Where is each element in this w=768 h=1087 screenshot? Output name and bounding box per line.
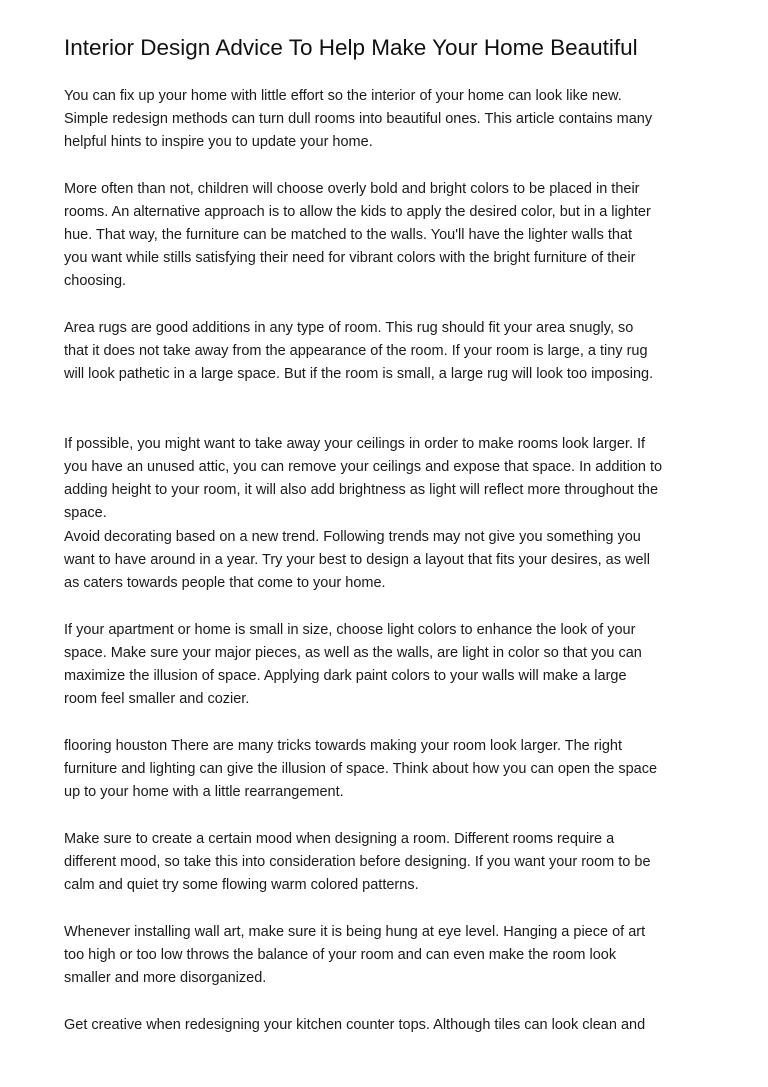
paragraph: [64, 1014, 645, 1037]
paragraph-line: Area rugs are good additions in any type of room. This rug should fit your area snugly, so: [64, 320, 634, 336]
paragraph-line: More often than not, children will choose overly bold and bright colors to be placed in their: [64, 181, 640, 197]
paragraph-line: too high or too low throws the balance of your room and can even make the room look: [64, 947, 617, 963]
paragraph-line: Make sure to create a certain mood when designing a room. Different rooms require a: [64, 831, 615, 847]
paragraph-line: calm and quiet try some flowing warm colored patterns.: [64, 877, 419, 893]
paragraph: [64, 735, 657, 804]
paragraph-line: adding height to your room, it will also add brightness as light will reflect more throughout the: [64, 482, 659, 498]
paragraph-line: If possible, you might want to take away your ceilings in order to make rooms look larger. If: [64, 436, 646, 452]
paragraph-line: maximize the illusion of space. Applying dark paint colors to your walls will make a large: [64, 668, 627, 684]
paragraph-line: helpful hints to inspire you to update your home.: [64, 134, 373, 150]
paragraph-line: furniture and lighting can give the illusion of space. Think about how you can open the space: [64, 761, 658, 777]
paragraph-line: If your apartment or home is small in size, choose light colors to enhance the look of your: [64, 622, 636, 638]
paragraph-line: as caters towards people that come to your home.: [64, 575, 386, 591]
paragraph-line: that it does not take away from the appearance of the room. If your room is large, a tiny rug: [64, 343, 648, 359]
paragraph: [64, 317, 653, 386]
paragraph: [64, 828, 651, 897]
paragraph-line: you have an unused attic, you can remove your ceilings and expose that space. In addition to: [64, 459, 663, 475]
paragraph: [64, 921, 645, 990]
paragraph-line: rooms. An alternative approach is to allow the kids to apply the desired color, but in a lighter: [64, 204, 651, 220]
paragraph-line: different mood, so take this into consideration before designing. If you want your room to be: [64, 854, 651, 870]
paragraph: [64, 433, 662, 525]
paragraph-line: hue. That way, the furniture can be matched to the walls. You'll have the lighter walls that: [64, 227, 633, 243]
paragraph: [64, 619, 642, 711]
document-title: Interior Design Advice To Help Make Your Home Beautiful: [64, 35, 638, 60]
paragraph-line: Whenever installing wall art, make sure it is being hung at eye level. Hanging a piece of art: [64, 924, 646, 940]
paragraph-line: up to your home with a little rearrangement.: [64, 784, 344, 800]
paragraph-line: flooring houston There are many tricks towards making your room look larger. The right: [64, 738, 622, 754]
paragraph-line: space. Make sure your major pieces, as well as the walls, are light in color so that you can: [64, 645, 642, 661]
paragraph-line: smaller and more disorganized.: [64, 970, 267, 986]
paragraph: [64, 526, 650, 595]
paragraph-line: Avoid decorating based on a new trend. Following trends may not give you something you: [64, 529, 641, 545]
paragraph-line: space.: [64, 505, 107, 521]
paragraph-line: will look pathetic in a large space. But if the room is small, a large rug will look too imposing.: [64, 366, 654, 382]
paragraph: [64, 85, 652, 154]
paragraph-line: Simple redesign methods can turn dull rooms into beautiful ones. This article contains many: [64, 111, 653, 127]
paragraph-line: want to have around in a year. Try your best to design a layout that fits your desires, as well: [64, 552, 650, 568]
paragraph-line: You can fix up your home with little effort so the interior of your home can look like new.: [64, 88, 622, 104]
paragraph-line: Get creative when redesigning your kitchen counter tops. Although tiles can look clean and: [64, 1017, 646, 1033]
paragraph-line: you want while stills satisfying their need for vibrant colors with the bright furniture of their: [64, 250, 636, 266]
paragraph: [64, 178, 651, 293]
paragraph-line: choosing.: [64, 273, 127, 289]
paragraph-line: room feel smaller and cozier.: [64, 691, 250, 707]
